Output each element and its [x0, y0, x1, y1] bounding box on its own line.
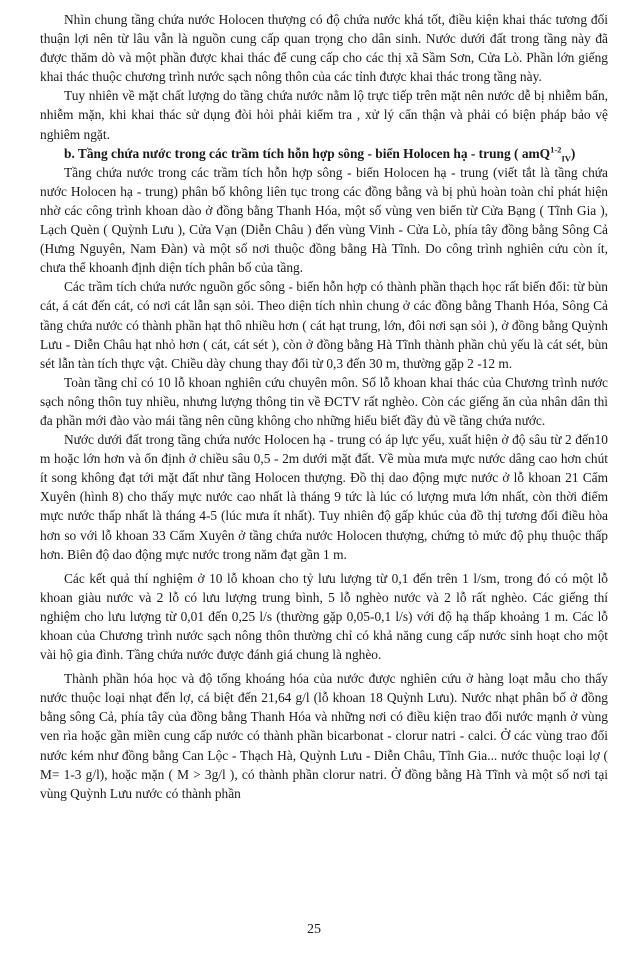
- page-number: 25: [307, 922, 321, 937]
- paragraph-holocen-upper-summary: Nhìn chung tầng chứa nước Holocen thượng có độ chứa nước khá tốt, điều kiện khai thác tương đối thuận lợi nên từ lâu vẫn là nguồn cung cấp quan trọng cho dân sinh. Nước dưới đất trong tầng này đã được thăm dò và một phần được khai thác để cung cấp cho các thị xã Sầm Sơn, Cửa Lò. Phần lớn giếng khai thác thuộc chương trình nước sạch nông thôn của các tỉnh được khai thác trong tầng này.: [40, 12, 608, 85]
- paragraph-water-quality: Tuy nhiên về mặt chất lượng do tầng chứa nước nằm lộ trực tiếp trên mặt nên nước dễ bị nhiễm bẩn, nhiễm mặn, khi khai thác sử dụng đòi hỏi phải kiểm tra , xử lý cẩn thận và phải có biện pháp bảo vệ nghiêm ngặt.: [40, 88, 608, 142]
- heading-superscript: 1-2: [550, 144, 562, 155]
- paragraph-water-level: Nước dưới đất trong tầng chứa nước Holocen hạ - trung có áp lực yếu, xuất hiện ở độ sâu từ 2 đến10 m hoặc lớn hơn và ổn định ở chiều sâu 0,5 - 2m dưới mặt đất. Về mùa mưa mực nước dâng cao hơn chút ít song không đạt tới mặt đất như tầng Holocen thượng. Đồ thị dao động mực nước ở lỗ khoan 21 Cẩm Xuyên (hình 8) cho thấy mực nước cao nhất là tháng 9 tức là lúc có lượng mưa lớn nhất, còn thời điểm mực nước thấp nhất là tháng 4-5 (lúc mưa ít nhất). Tuy nhiên độ gấp khúc của đồ thị tương đối điều hòa hơn so với lỗ khoan 33 Cẩm Xuyên ở tầng chứa nước Holocen thượng, chứng tỏ mức độ phụ thuộc thấp hơn. Biên độ dao động mực nước trong năm đạt gần 1 m.: [40, 432, 608, 562]
- heading-subscript: IV: [561, 153, 571, 164]
- paragraph-lithology: Các trầm tích chứa nước nguồn gốc sông - biển hỗn hợp có thành phần thạch học rất biến đổi: từ bùn cát, á cát đến cát, có nơi cát lẫn sạn sỏi. Theo diện tích nhìn chung ở các đồng bằng Thanh Hóa, Sông Cả tầng chứa nước có thành phần hạt thô nhiều hơn ( cát hạt trung, lớn, đôi nơi sạn sỏi ), ở đồng bằng Quỳnh Lưu - Diễn Châu hạt nhỏ hơn ( cát, cát sét ), còn ở đồng bằng Hà Tĩnh thành phần chủ yếu là cát sét, bùn sét lẫn tàn tích thực vật. Chiều dày chung thay đổi từ 0,3 đến 30 m, thường gặp 2 -12 m.: [40, 279, 608, 371]
- section-heading-b: [40, 144, 608, 163]
- heading-suffix: ): [570, 145, 576, 161]
- paragraph-boreholes: Toàn tầng chỉ có 10 lỗ khoan nghiên cứu chuyên môn. Số lỗ khoan khai thác của Chương trình nước sạch nông thôn tuy nhiều, nhưng lượng thông tin về ĐCTV rất nghèo. Còn các giếng ăn của nhân dân thì đa phần mới đào vào mái tầng nên cũng không cho những hiểu biết đầy đủ về tầng chứa nước.: [40, 374, 608, 428]
- paragraph-chemistry: Thành phần hóa học và độ tổng khoáng hóa của nước được nghiên cứu ở hàng loạt mẫu cho thấy nước thuộc loại nhạt đến lợ, cá biệt đến 21,64 g/l (lỗ khoan 18 Quỳnh Lưu). Nước nhạt phân bố ở đồng bằng sông Cả, phía tây của đồng bằng Thanh Hóa và những nơi có điều kiện trao đổi nước mạnh ở vùng ven rìa hoặc gần miền cung cấp nước có thành phần bicarbonat - clorur natri - calci. Ở các vùng trao đổi nước kém như đồng bằng Can Lộc - Thạch Hà, Quỳnh Lưu - Diễn Châu, Tĩnh Gia... nước thuộc loại lợ ( M= 1-3 g/l), hoặc mặn ( M > 3g/l ), có thành phần clorur natri. Ở đồng bằng Hà Tĩnh và một số nơi tại vùng Quỳnh Lưu nước có thành phần: [40, 671, 608, 801]
- heading-text: b. Tầng chứa nước trong các trầm tích hỗn hợp sông - biển Holocen hạ - trung ( amQ: [64, 145, 551, 161]
- paragraph-distribution: Tầng chứa nước trong các trầm tích hỗn hợp sông - biển Holocen hạ - trung (viết tắt là tầng chứa nước Holocen hạ - trung) phân bố không liên tục trong các đồng bằng và bị phủ hoàn toàn chỉ phát hiện nhờ các công trình khoan dào ở đồng bằng Thanh Hóa, một số vùng ven biển từ Cửa Bạng ( Tĩnh Gia ), Lạch Quèn ( Quỳnh Lưu ), Cửa Vạn (Diễn Châu ) đến vùng Vinh - Cửa Lò, phía tây đồng bằng Sông Cả (Hưng Nguyên, Nam Đàn) và một số nơi thuộc đồng bằng Hà Tĩnh. Do công trình nghiên cứu còn ít, chưa thể khoanh định diện tích phân bố của tầng.: [40, 164, 608, 276]
- paragraph-test-results: Các kết quả thí nghiệm ở 10 lỗ khoan cho tỷ lưu lượng từ 0,1 đến trên 1 l/sm, trong đó có một lỗ khoan giàu nước và 2 lỗ có lưu lượng trung bình, 5 lỗ nghèo nước và 2 lỗ rất nghèo. Các giếng thí nghiệm cho lưu lượng từ 0,01 đến 0,25 l/s (thường gặp 0,05-0,1 l/s) với độ hạ thấp khoảng 1 m. Các lỗ khoan của Chương trình nước sạch nông thôn thường chỉ có khả năng cung cấp nước sinh hoạt cho một vài hộ gia đình. Tầng chứa nước được đánh giá chung là nghèo.: [40, 570, 608, 663]
